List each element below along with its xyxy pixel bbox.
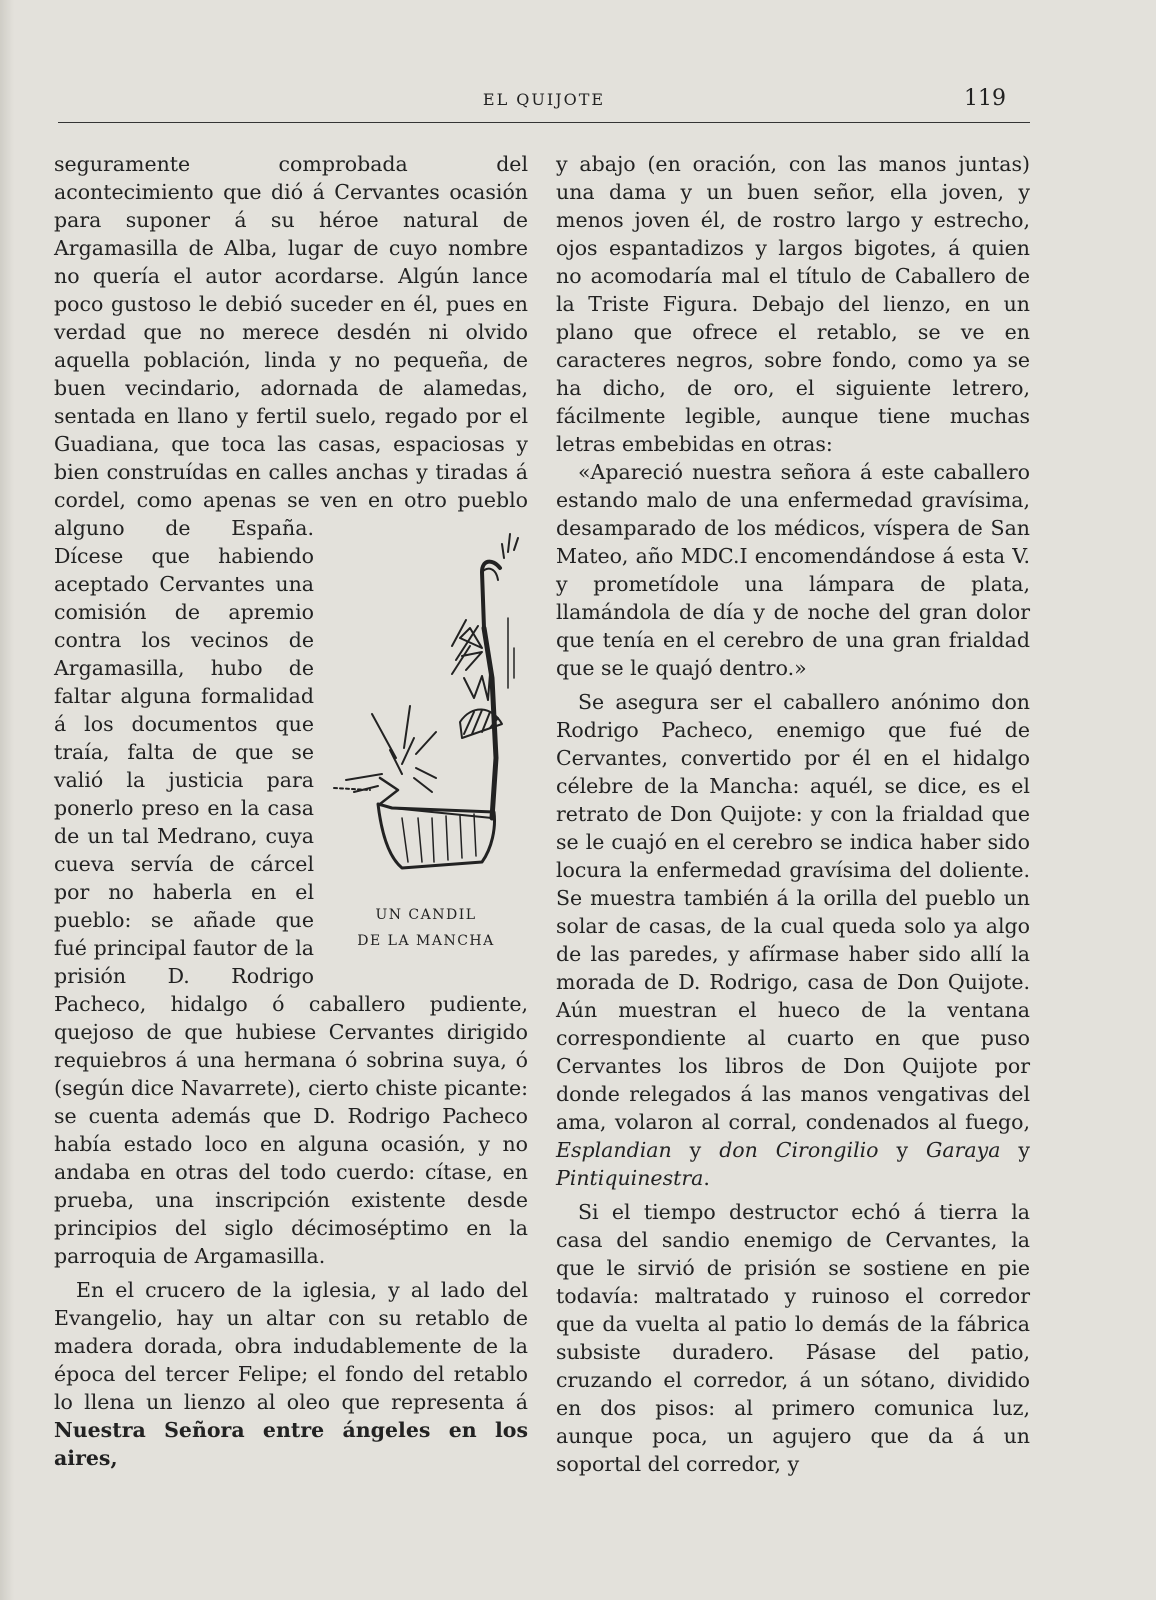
- title-esplandian: Esplandian: [556, 1138, 672, 1162]
- left-paragraph-2-text: En el crucero de la iglesia, y al lado del Evangelio, hay un altar con su retablo de madera dorada, obra indudablemente de la época del tercer Felipe; el fondo del retablo lo llena un lienzo al oleo que representa á: [54, 1278, 528, 1414]
- left-paragraph-1-start: seguramente comprobada del acontecimiento que dió á Cervantes ocasión para suponer á su héroe natural de Argamasilla de Alba, lugar de cuyo nombre no quería el autor acordarse. Algún lance poco gustoso le debió suceder en él, pues en verdad que no merece desdén ni olvido aquella población, linda y no pequeña, de buen vecindario, adornada de alamedas, sentada en llano y fertil suelo, regado por el Guadiana, que toca las casas, espaciosas y bien construídas en calles anchas y tiradas á cordel, como apenas se ven: [54, 152, 528, 512]
- conjunction-2: y: [878, 1138, 927, 1162]
- right-paragraph-3-text: Se asegura ser el caballero anónimo don Rodrigo Pacheco, enemigo que fué de Cervantes, convertido por él en el hidalgo célebre de la Mancha: aquél, se dice, es el retrato de Don Quijote: y con la frialdad que se le cuajó en el cerebro se indica haber sido locura la enfermedad gravísima del doliente. Se muestra también á la orilla del pueblo un solar de casas, de la cual queda solo ya algo de las paredes, y afírmase haber sido allí la morada de D. Rodrigo, casa de Don Quijote. Aún muestran el hueco de la ventana correspondiente al cuarto en que puso Cervantes los libros de Don Quijote por donde relegados á las manos vengativas del ama, volaron al corral, condenados al fuego,: [556, 690, 1030, 1134]
- page-number: 119: [964, 86, 1006, 111]
- title-garaya: Garaya: [926, 1138, 1001, 1162]
- candil-figure: [324, 516, 528, 990]
- right-quote-paragraph: «Apareció nuestra señora á este caballero estando malo de una enfermedad gravísima, desamparado de los médicos, víspera de San Mateo, año MDC.I encomendándose á esta V. y prometídole una lámpara de plata, llamándola de día y de noche del gran dolor que tenía en el cerebro de una gran frialdad que se le quajó dentro.»: [556, 460, 1030, 680]
- figure-caption-line-1: UN CANDIL: [375, 907, 477, 923]
- right-column: [556, 150, 1030, 1478]
- candil-lamp-illustration-icon: [332, 528, 522, 888]
- conjunction-1: y: [671, 1138, 720, 1162]
- page-header: [58, 86, 1030, 126]
- left-column: [54, 150, 528, 1472]
- figure-caption-line-2: DE LA MANCHA: [357, 933, 495, 949]
- header-rule: [58, 122, 1030, 123]
- running-title: EL QUIJOTE: [482, 90, 606, 109]
- left-paragraph-1-continued: en otro pueblo alguno de España. Dícese que habiendo aceptado Cervantes una comisión de apremio contra los vecinos de Argamasilla, hubo de faltar alguna formalidad á los documentos que traía, falta de que se valió la justicia para ponerlo preso en la casa de un tal Medrano, cuya cueva servía de cárcel por no haberla en el pueblo: se añade que fué principal fautor de la prisión D. Rodrigo Pacheco, hidalgo ó caballero pudiente, quejoso de que hubiese Cervantes dirigido requiebros á una hermana ó sobrina suya, ó (según dice Navarrete), cierto chiste picante: se cuenta además que D. Rodrigo Pacheco había estado loco en alguna ocasión, y no andaba en otras del todo cuerdo: cítase, en prueba, una inscripción existente desde principios del siglo décimoséptimo en la parroquia de Argamasilla.: [54, 488, 528, 1268]
- title-pintiquinestra: Pintiquinestra: [556, 1166, 704, 1190]
- final-period: .: [703, 1166, 710, 1190]
- left-paragraph-1: [54, 150, 528, 1270]
- right-paragraph-4: Si el tiempo destructor echó á tierra la casa del sandio enemigo de Cervantes, la que le sirvió de prisión se sostiene en pie todavía: maltratado y ruinoso el corredor que da vuelta al patio lo demás de la fábrica subsiste duradero. Pásase del patio, cruzando el corredor, á un sótano, dividido en dos pisos: al primero comunica luz, aunque poca, un agujero que da á un soportal del corredor, y: [556, 1200, 1030, 1476]
- left-paragraph-2: [54, 1276, 528, 1472]
- title-don-cirongilio: don Cirongilio: [719, 1138, 879, 1162]
- page-edge: [0, 0, 14, 1600]
- right-paragraph-3: [556, 688, 1030, 1192]
- left-paragraph-2-bold: Nuestra Señora entre ángeles en los aires,: [54, 1418, 528, 1470]
- conjunction-3: y: [1000, 1138, 1030, 1162]
- right-paragraph-1: y abajo (en oración, con las manos juntas) una dama y un buen señor, ella joven, y menos joven él, de rostro largo y estrecho, ojos espantadizos y largos bigotes, á quien no acomodaría mal el título de Caballero de la Triste Figura. Debajo del lienzo, en un plano que ofrece el retablo, se ve en caracteres negros, sobre fondo, como ya se ha dicho, de oro, el siguiente letrero, fácilmente legible, aunque tiene muchas letras embebidas en otras:: [556, 152, 1030, 456]
